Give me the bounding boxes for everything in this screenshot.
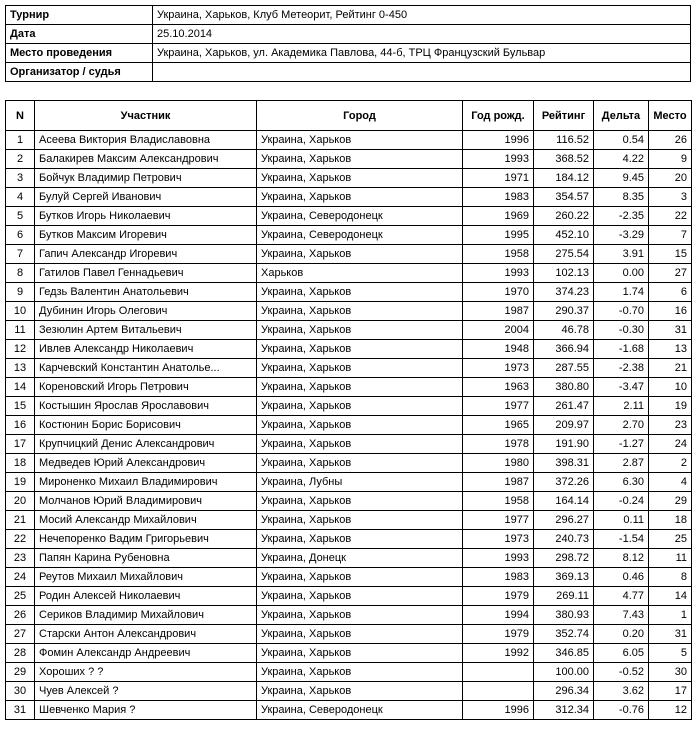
cell-birth-year: 1970 [463,283,534,302]
info-row [6,63,691,82]
col-header-delta: Дельта [594,101,649,131]
cell-rating: 46.78 [534,321,594,340]
cell-birth-year: 1987 [463,473,534,492]
cell-place: 2 [649,454,692,473]
table-row [6,169,692,188]
table-row [6,416,692,435]
cell-delta: -0.76 [594,701,649,720]
table-row [6,321,692,340]
cell-city: Украина, Харьков [257,663,463,682]
cell-participant: Балакирев Максим Александрович [35,150,257,169]
cell-participant: Дубинин Игорь Олегович [35,302,257,321]
cell-participant: Реутов Михаил Михайлович [35,568,257,587]
cell-birth-year: 1996 [463,131,534,150]
cell-birth-year: 1958 [463,492,534,511]
cell-rating: 184.12 [534,169,594,188]
cell-rating: 380.80 [534,378,594,397]
cell-number: 25 [6,587,35,606]
cell-city: Украина, Донецк [257,549,463,568]
results-body [6,131,692,720]
cell-number: 19 [6,473,35,492]
table-row [6,549,692,568]
results-header-row [6,101,692,131]
cell-birth-year: 1979 [463,625,534,644]
cell-place: 12 [649,701,692,720]
cell-number: 21 [6,511,35,530]
cell-birth-year: 1977 [463,397,534,416]
info-row [6,25,691,44]
cell-participant: Кореновский Игорь Петрович [35,378,257,397]
cell-rating: 296.34 [534,682,594,701]
cell-rating: 352.74 [534,625,594,644]
cell-participant: Шевченко Мария ? [35,701,257,720]
cell-city: Украина, Харьков [257,283,463,302]
col-header-number: N [6,101,35,131]
cell-participant: Папян Карина Рубеновна [35,549,257,568]
cell-rating: 209.97 [534,416,594,435]
cell-number: 6 [6,226,35,245]
table-row [6,378,692,397]
cell-rating: 368.52 [534,150,594,169]
cell-delta: 3.91 [594,245,649,264]
cell-rating: 191.90 [534,435,594,454]
cell-number: 22 [6,530,35,549]
cell-birth-year: 1969 [463,207,534,226]
results-table [5,100,692,720]
cell-city: Украина, Харьков [257,169,463,188]
cell-city: Украина, Харьков [257,340,463,359]
cell-participant: Гатилов Павел Геннадьевич [35,264,257,283]
cell-number: 11 [6,321,35,340]
cell-city: Украина, Северодонецк [257,226,463,245]
cell-city: Украина, Харьков [257,682,463,701]
cell-rating: 164.14 [534,492,594,511]
cell-delta: 8.12 [594,549,649,568]
tournament-info-table [5,5,691,82]
cell-rating: 269.11 [534,587,594,606]
cell-number: 24 [6,568,35,587]
cell-delta: 0.00 [594,264,649,283]
cell-number: 4 [6,188,35,207]
info-value: Украина, Харьков, Клуб Метеорит, Рейтинг 0-450 [153,6,691,25]
cell-delta: 9.45 [594,169,649,188]
cell-number: 28 [6,644,35,663]
cell-delta: -2.35 [594,207,649,226]
cell-place: 31 [649,625,692,644]
cell-rating: 261.47 [534,397,594,416]
cell-rating: 452.10 [534,226,594,245]
info-label: Организатор / судья [6,63,153,82]
cell-city: Украина, Северодонецк [257,701,463,720]
cell-city: Харьков [257,264,463,283]
cell-city: Украина, Харьков [257,378,463,397]
cell-delta: -1.27 [594,435,649,454]
table-row [6,302,692,321]
cell-participant: Ивлев Александр Николаевич [35,340,257,359]
cell-participant: Крупчицкий Денис Александрович [35,435,257,454]
table-row [6,435,692,454]
cell-birth-year: 1993 [463,549,534,568]
cell-city: Украина, Харьков [257,321,463,340]
cell-participant: Старски Антон Александрович [35,625,257,644]
cell-rating: 346.85 [534,644,594,663]
cell-delta: 0.20 [594,625,649,644]
cell-birth-year: 1965 [463,416,534,435]
cell-place: 27 [649,264,692,283]
cell-place: 6 [649,283,692,302]
cell-place: 24 [649,435,692,454]
cell-number: 5 [6,207,35,226]
cell-rating: 380.93 [534,606,594,625]
cell-delta: -2.38 [594,359,649,378]
cell-participant: Зезюлин Артем Витальевич [35,321,257,340]
col-header-city: Город [257,101,463,131]
table-row [6,397,692,416]
cell-birth-year [463,663,534,682]
cell-number: 1 [6,131,35,150]
cell-participant: Бойчук Владимир Петрович [35,169,257,188]
info-value [153,63,691,82]
cell-number: 15 [6,397,35,416]
col-header-birth-year: Год рожд. [463,101,534,131]
table-row [6,340,692,359]
cell-delta: 0.11 [594,511,649,530]
cell-city: Украина, Харьков [257,511,463,530]
cell-number: 8 [6,264,35,283]
cell-number: 16 [6,416,35,435]
cell-birth-year: 1993 [463,264,534,283]
cell-place: 10 [649,378,692,397]
cell-delta: 0.54 [594,131,649,150]
table-row [6,606,692,625]
cell-city: Украина, Харьков [257,454,463,473]
cell-delta: -0.24 [594,492,649,511]
cell-participant: Булуй Сергей Иванович [35,188,257,207]
cell-place: 21 [649,359,692,378]
cell-rating: 374.23 [534,283,594,302]
cell-participant: Нечепоренко Вадим Григорьевич [35,530,257,549]
cell-delta: 8.35 [594,188,649,207]
cell-participant: Медведев Юрий Александрович [35,454,257,473]
cell-participant: Мироненко Михаил Владимирович [35,473,257,492]
info-label: Дата [6,25,153,44]
cell-delta: 6.05 [594,644,649,663]
table-row [6,188,692,207]
cell-birth-year: 1994 [463,606,534,625]
info-value: Украина, Харьков, ул. Академика Павлова, 44-б, ТРЦ Французский Бульвар [153,44,691,63]
cell-city: Украина, Харьков [257,397,463,416]
col-header-participant: Участник [35,101,257,131]
cell-place: 26 [649,131,692,150]
cell-number: 30 [6,682,35,701]
cell-birth-year: 1978 [463,435,534,454]
cell-place: 5 [649,644,692,663]
cell-city: Украина, Харьков [257,150,463,169]
cell-participant: Хороших ? ? [35,663,257,682]
cell-place: 19 [649,397,692,416]
cell-rating: 240.73 [534,530,594,549]
cell-participant: Бутков Игорь Николаевич [35,207,257,226]
cell-place: 31 [649,321,692,340]
cell-place: 29 [649,492,692,511]
cell-delta: -1.68 [594,340,649,359]
cell-birth-year: 1987 [463,302,534,321]
cell-city: Украина, Харьков [257,188,463,207]
cell-place: 11 [649,549,692,568]
cell-participant: Асеева Виктория Владиславовна [35,131,257,150]
cell-birth-year: 1979 [463,587,534,606]
cell-participant: Родин Алексей Николаевич [35,587,257,606]
cell-place: 9 [649,150,692,169]
cell-place: 30 [649,663,692,682]
cell-participant: Молчанов Юрий Владимирович [35,492,257,511]
cell-participant: Сериков Владимир Михайлович [35,606,257,625]
cell-place: 15 [649,245,692,264]
cell-number: 20 [6,492,35,511]
cell-delta: 2.87 [594,454,649,473]
cell-rating: 296.27 [534,511,594,530]
table-row [6,207,692,226]
cell-delta: 1.74 [594,283,649,302]
cell-participant: Чуев Алексей ? [35,682,257,701]
cell-delta: 4.77 [594,587,649,606]
cell-birth-year: 1973 [463,530,534,549]
cell-rating: 287.55 [534,359,594,378]
cell-city: Украина, Харьков [257,530,463,549]
cell-birth-year: 1971 [463,169,534,188]
table-row [6,625,692,644]
table-row [6,568,692,587]
cell-birth-year: 1983 [463,568,534,587]
cell-place: 17 [649,682,692,701]
table-row [6,530,692,549]
cell-number: 2 [6,150,35,169]
info-label: Место проведения [6,44,153,63]
cell-birth-year: 1948 [463,340,534,359]
cell-number: 17 [6,435,35,454]
cell-rating: 312.34 [534,701,594,720]
cell-birth-year: 1958 [463,245,534,264]
cell-participant: Мосий Александр Михайлович [35,511,257,530]
table-row [6,245,692,264]
cell-city: Украина, Харьков [257,568,463,587]
cell-place: 4 [649,473,692,492]
cell-city: Украина, Харьков [257,416,463,435]
table-row [6,492,692,511]
table-row [6,131,692,150]
cell-rating: 102.13 [534,264,594,283]
cell-city: Украина, Харьков [257,492,463,511]
cell-number: 14 [6,378,35,397]
cell-place: 3 [649,188,692,207]
cell-birth-year: 2004 [463,321,534,340]
cell-birth-year: 1993 [463,150,534,169]
cell-rating: 298.72 [534,549,594,568]
cell-participant: Гедзь Валентин Анатольевич [35,283,257,302]
col-header-place: Место [649,101,692,131]
cell-number: 10 [6,302,35,321]
cell-city: Украина, Харьков [257,606,463,625]
cell-place: 7 [649,226,692,245]
cell-delta: 6.30 [594,473,649,492]
cell-city: Украина, Харьков [257,435,463,454]
cell-number: 13 [6,359,35,378]
cell-rating: 398.31 [534,454,594,473]
cell-place: 18 [649,511,692,530]
table-row [6,150,692,169]
cell-delta: 2.11 [594,397,649,416]
table-row [6,283,692,302]
cell-city: Украина, Харьков [257,131,463,150]
table-row [6,701,692,720]
cell-number: 23 [6,549,35,568]
cell-participant: Фомин Александр Андреевич [35,644,257,663]
cell-rating: 116.52 [534,131,594,150]
cell-delta: -3.29 [594,226,649,245]
cell-delta: -0.52 [594,663,649,682]
cell-rating: 275.54 [534,245,594,264]
cell-rating: 290.37 [534,302,594,321]
cell-birth-year: 1980 [463,454,534,473]
cell-place: 8 [649,568,692,587]
table-row [6,511,692,530]
cell-number: 31 [6,701,35,720]
cell-number: 7 [6,245,35,264]
cell-delta: -3.47 [594,378,649,397]
cell-delta: 0.46 [594,568,649,587]
table-row [6,587,692,606]
table-row [6,226,692,245]
info-label: Турнир [6,6,153,25]
cell-participant: Карчевский Константин Анатолье... [35,359,257,378]
cell-place: 16 [649,302,692,321]
cell-rating: 369.13 [534,568,594,587]
cell-place: 14 [649,587,692,606]
cell-birth-year: 1992 [463,644,534,663]
cell-city: Украина, Харьков [257,644,463,663]
table-row [6,454,692,473]
cell-number: 18 [6,454,35,473]
tournament-info-body [6,6,691,82]
cell-birth-year: 1995 [463,226,534,245]
cell-delta: -0.70 [594,302,649,321]
cell-rating: 354.57 [534,188,594,207]
cell-number: 12 [6,340,35,359]
cell-participant: Бутков Максим Игоревич [35,226,257,245]
cell-place: 23 [649,416,692,435]
cell-number: 9 [6,283,35,302]
cell-rating: 260.22 [534,207,594,226]
cell-delta: -0.30 [594,321,649,340]
table-row [6,473,692,492]
cell-participant: Костюнин Борис Борисович [35,416,257,435]
cell-number: 29 [6,663,35,682]
table-row [6,359,692,378]
cell-rating: 100.00 [534,663,594,682]
table-row [6,682,692,701]
cell-delta: -1.54 [594,530,649,549]
cell-delta: 7.43 [594,606,649,625]
cell-birth-year: 1983 [463,188,534,207]
cell-city: Украина, Лубны [257,473,463,492]
cell-place: 1 [649,606,692,625]
cell-participant: Костышин Ярослав Ярославович [35,397,257,416]
col-header-rating: Рейтинг [534,101,594,131]
cell-city: Украина, Харьков [257,302,463,321]
cell-city: Украина, Харьков [257,359,463,378]
info-row [6,6,691,25]
cell-birth-year: 1996 [463,701,534,720]
cell-birth-year: 1977 [463,511,534,530]
table-row [6,644,692,663]
cell-place: 20 [649,169,692,188]
cell-place: 25 [649,530,692,549]
cell-city: Украина, Северодонецк [257,207,463,226]
cell-birth-year: 1963 [463,378,534,397]
cell-rating: 372.26 [534,473,594,492]
cell-birth-year [463,682,534,701]
cell-number: 26 [6,606,35,625]
cell-city: Украина, Харьков [257,245,463,264]
cell-city: Украина, Харьков [257,625,463,644]
cell-number: 27 [6,625,35,644]
cell-birth-year: 1973 [463,359,534,378]
cell-delta: 2.70 [594,416,649,435]
table-row [6,264,692,283]
info-row [6,44,691,63]
cell-place: 22 [649,207,692,226]
cell-place: 13 [649,340,692,359]
cell-delta: 3.62 [594,682,649,701]
cell-rating: 366.94 [534,340,594,359]
cell-city: Украина, Харьков [257,587,463,606]
cell-participant: Гапич Александр Игоревич [35,245,257,264]
table-row [6,663,692,682]
cell-number: 3 [6,169,35,188]
info-value: 25.10.2014 [153,25,691,44]
cell-delta: 4.22 [594,150,649,169]
